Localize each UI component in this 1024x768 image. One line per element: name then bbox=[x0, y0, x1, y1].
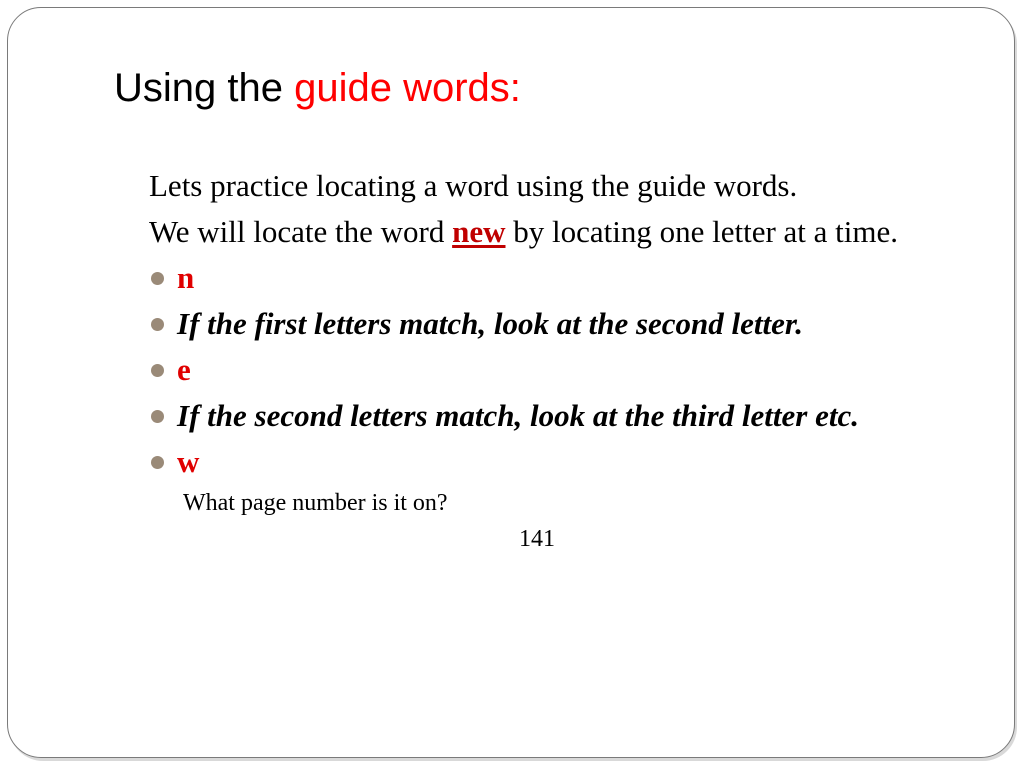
bullet-text: If the second letters match, look at the third letter etc. bbox=[177, 398, 859, 433]
bullet-item bbox=[149, 396, 919, 436]
answer-text: 141 bbox=[519, 526, 555, 552]
question-text: What page number is it on? bbox=[183, 490, 448, 516]
bullet-item bbox=[149, 442, 919, 482]
bullet-dot-icon bbox=[151, 456, 164, 469]
title-prefix: Using the bbox=[114, 66, 295, 110]
target-word: new bbox=[452, 214, 506, 249]
bullet-dot-icon bbox=[151, 364, 164, 377]
bullet-text: w bbox=[177, 444, 200, 479]
locate-paragraph bbox=[149, 212, 919, 252]
bullet-list bbox=[149, 258, 919, 482]
intro-paragraph: Lets practice locating a word using the guide words. bbox=[149, 168, 798, 203]
bullet-item bbox=[149, 304, 919, 344]
bullet-text: n bbox=[177, 260, 195, 295]
bullet-dot-icon bbox=[151, 272, 164, 285]
bullet-text: e bbox=[177, 352, 191, 387]
bullet-text: If the first letters match, look at the second letter. bbox=[177, 306, 804, 341]
bullet-item bbox=[149, 258, 919, 298]
locate-after: by locating one letter at a time. bbox=[505, 214, 899, 249]
bullet-dot-icon bbox=[151, 318, 164, 331]
bullet-dot-icon bbox=[151, 410, 164, 423]
bullet-item bbox=[149, 350, 919, 390]
locate-before: We will locate the word bbox=[149, 214, 453, 249]
slide-body bbox=[149, 166, 919, 554]
title-accent: guide words: bbox=[294, 66, 521, 110]
slide-title bbox=[114, 64, 521, 112]
slide-frame bbox=[7, 7, 1015, 758]
